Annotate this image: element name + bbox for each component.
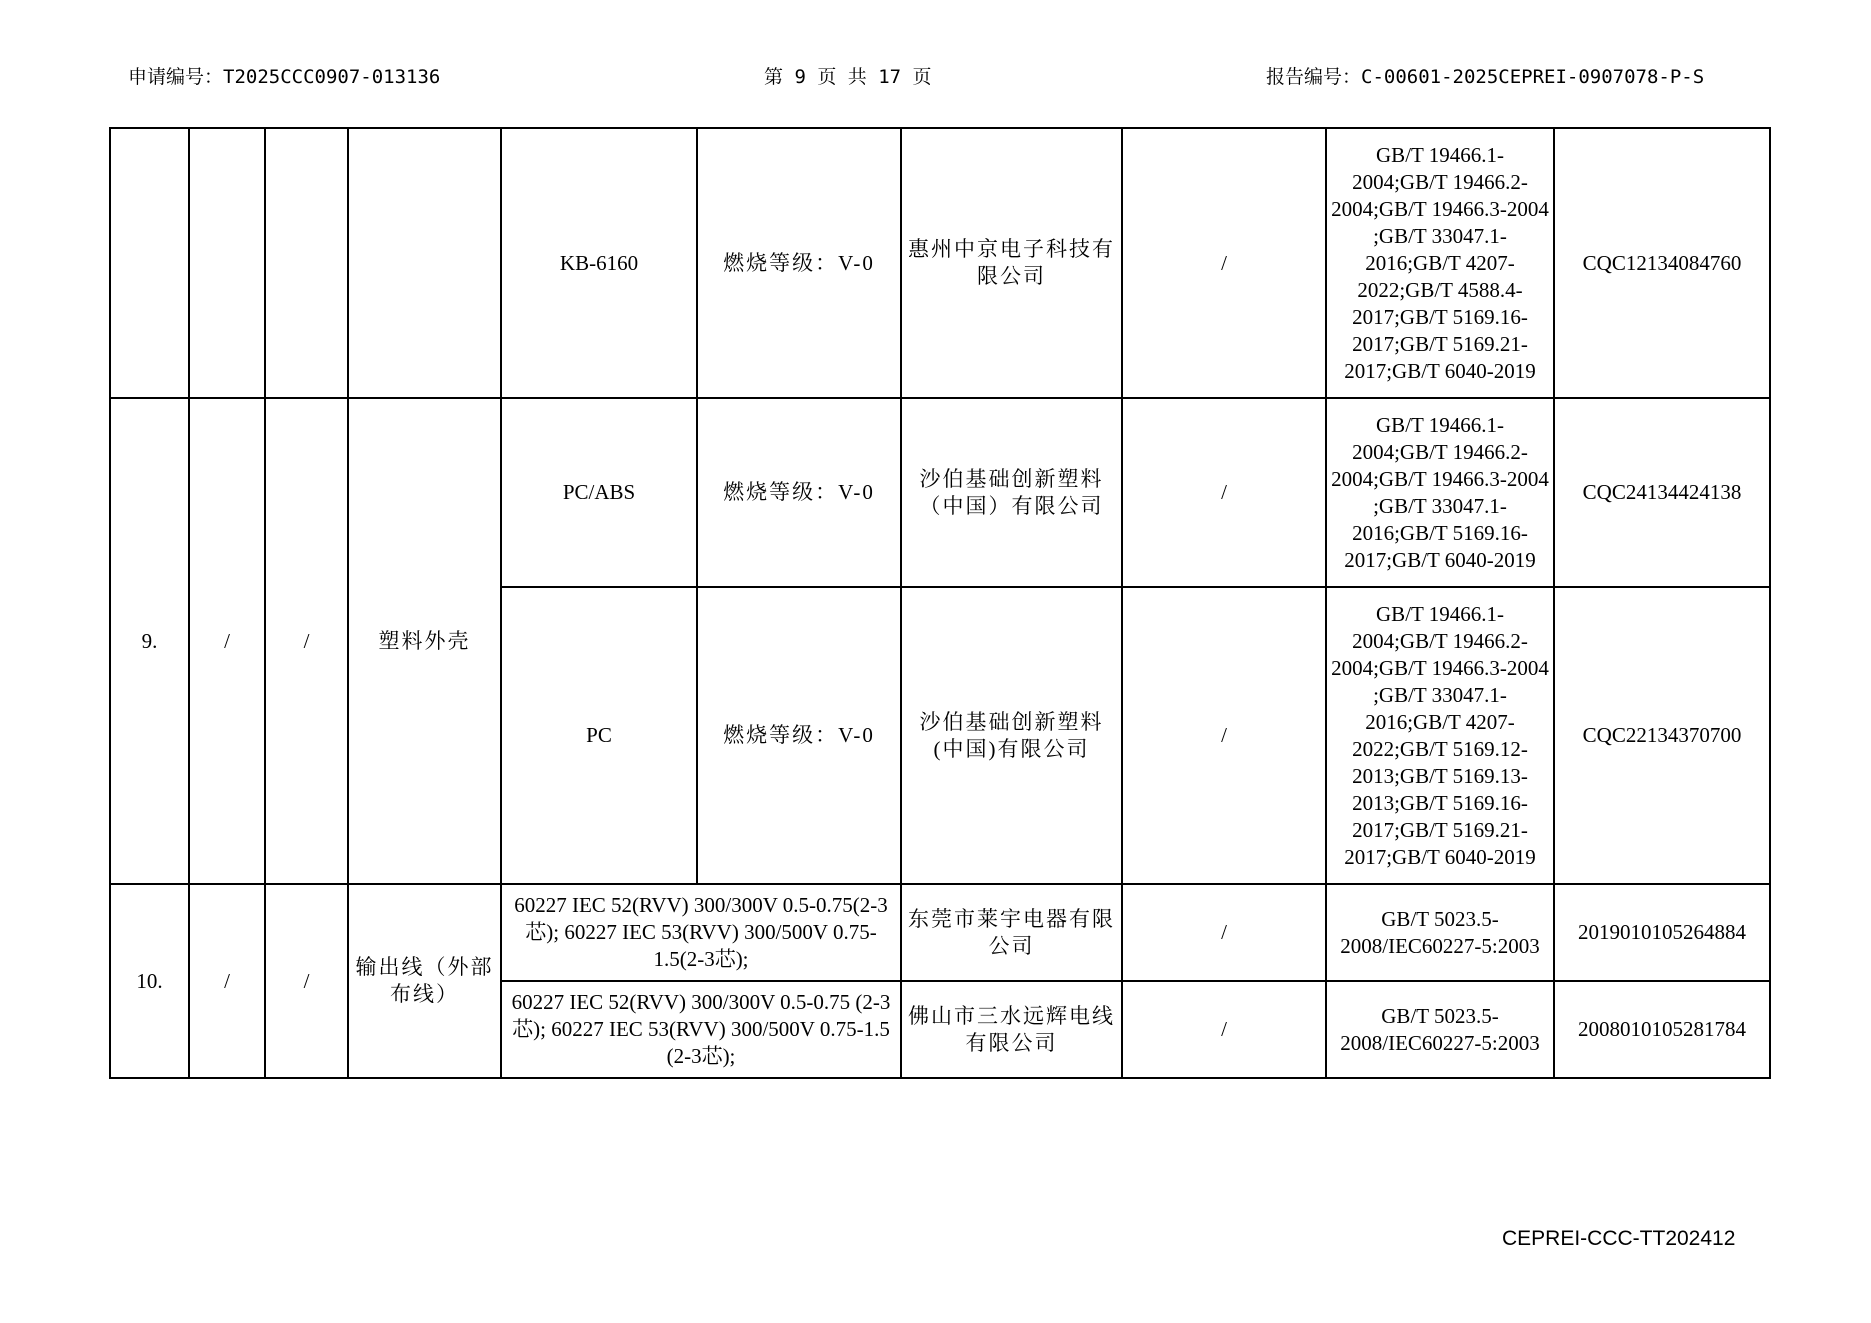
item-number-cell	[110, 128, 189, 398]
table-cell: /	[189, 884, 265, 1078]
table-cell: /	[1122, 981, 1326, 1078]
standard-cell: GB/T 5023.5-2008/IEC60227-5:2003	[1326, 884, 1554, 981]
model-cell: PC/ABS	[501, 398, 697, 587]
table-cell	[189, 128, 265, 398]
standard-cell: GB/T 19466.1-2004;GB/T 19466.2-2004;GB/T 19466.3-2004 ;GB/T 33047.1-2016;GB/T 4207-2022;GB/T 4588.4-2017;GB/T 5169.16-2017;GB/T 5169.21-2017;GB/T 6040-2019	[1326, 128, 1554, 398]
page-indicator: 第 9 页 共 17 页	[764, 66, 932, 88]
standard-cell: GB/T 19466.1-2004;GB/T 19466.2-2004;GB/T 19466.3-2004 ;GB/T 33047.1-2016;GB/T 5169.16-2017;GB/T 6040-2019	[1326, 398, 1554, 587]
manufacturer-cell: 佛山市三水远辉电线有限公司	[901, 981, 1122, 1078]
components-table	[109, 127, 1771, 1079]
table-cell: /	[265, 398, 348, 884]
model-cell: PC	[501, 587, 697, 884]
manufacturer-cell: 沙伯基础创新塑料(中国)有限公司	[901, 587, 1122, 884]
certificate-cell: 2019010105264884	[1554, 884, 1770, 981]
table-cell: /	[1122, 128, 1326, 398]
spec-cell: 燃烧等级：V-0	[697, 587, 901, 884]
item-number-cell: 9.	[110, 398, 189, 884]
report-number: 报告编号：C-00601-2025CEPREI-0907078-P-S	[1266, 66, 1705, 88]
part-name-cell: 塑料外壳	[348, 398, 501, 884]
manufacturer-cell: 沙伯基础创新塑料（中国）有限公司	[901, 398, 1122, 587]
part-name-cell: 输出线（外部布线）	[348, 884, 501, 1078]
table-cell: /	[189, 398, 265, 884]
part-name-cell	[348, 128, 501, 398]
certificate-cell: CQC12134084760	[1554, 128, 1770, 398]
model-spec-cell: 60227 IEC 52(RVV) 300/300V 0.5-0.75 (2-3芯); 60227 IEC 53(RVV) 300/500V 0.75-1.5 (2-3芯);	[501, 981, 901, 1078]
table-cell: /	[265, 884, 348, 1078]
certificate-cell: 2008010105281784	[1554, 981, 1770, 1078]
table-cell: /	[1122, 587, 1326, 884]
manufacturer-cell: 惠州中京电子科技有限公司	[901, 128, 1122, 398]
table-cell: /	[1122, 884, 1326, 981]
table-row	[110, 128, 1770, 398]
application-number: 申请编号：T2025CCC0907-013136	[128, 66, 441, 88]
spec-cell: 燃烧等级：V-0	[697, 128, 901, 398]
table-row	[110, 884, 1770, 981]
certificate-cell: CQC22134370700	[1554, 587, 1770, 884]
table-cell: /	[1122, 398, 1326, 587]
item-number-cell: 10.	[110, 884, 189, 1078]
model-cell: KB-6160	[501, 128, 697, 398]
manufacturer-cell: 东莞市莱宇电器有限公司	[901, 884, 1122, 981]
document-code: CEPREI-CCC-TT202412	[1502, 1227, 1736, 1250]
standard-cell: GB/T 19466.1-2004;GB/T 19466.2-2004;GB/T 19466.3-2004 ;GB/T 33047.1-2016;GB/T 4207-2022;GB/T 5169.12-2013;GB/T 5169.13-2013;GB/T 5169.16-2017;GB/T 5169.21-2017;GB/T 6040-2019	[1326, 587, 1554, 884]
spec-cell: 燃烧等级：V-0	[697, 398, 901, 587]
table-row	[110, 398, 1770, 587]
certificate-cell: CQC24134424138	[1554, 398, 1770, 587]
table-cell	[265, 128, 348, 398]
model-spec-cell: 60227 IEC 52(RVV) 300/300V 0.5-0.75(2-3芯); 60227 IEC 53(RVV) 300/500V 0.75-1.5(2-3芯);	[501, 884, 901, 981]
standard-cell: GB/T 5023.5-2008/IEC60227-5:2003	[1326, 981, 1554, 1078]
